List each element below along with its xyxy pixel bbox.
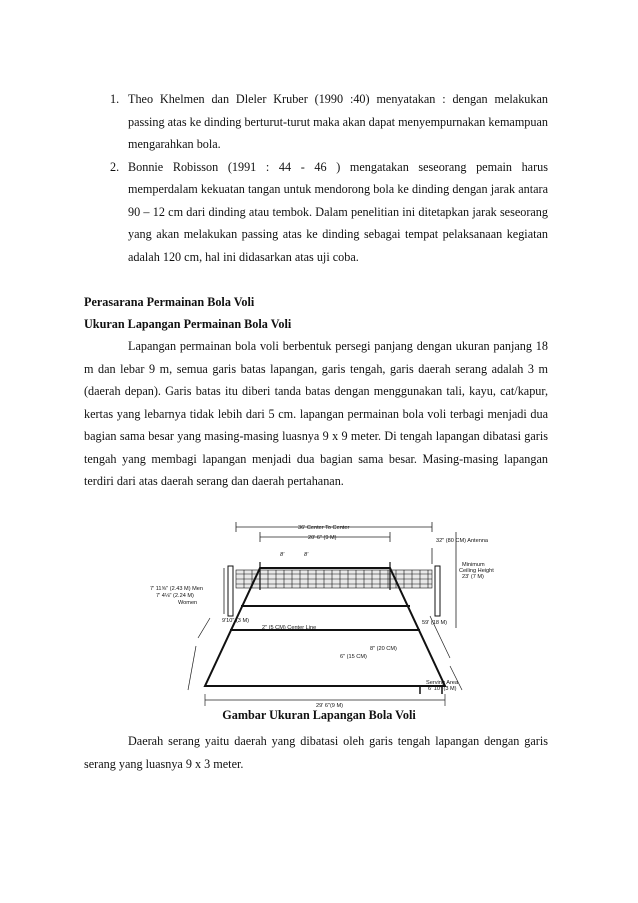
left-post bbox=[228, 566, 233, 616]
right-post bbox=[435, 566, 440, 616]
subsection-heading: Ukuran Lapangan Permainan Bola Voli bbox=[84, 317, 292, 331]
list-item bbox=[84, 156, 548, 269]
label-center-to-center: 36' Center To Center bbox=[298, 525, 350, 531]
section-heading: Perasarana Permainan Bola Voli bbox=[84, 295, 255, 309]
body-paragraph: Daerah serang yaitu daerah yang dibatasi oleh garis tengah lapangan dengan garis serang yang luasnya 9 x 3 meter. bbox=[84, 734, 548, 771]
label-serving-1: Serving Area bbox=[426, 680, 459, 686]
figure-caption: Gambar Ukuran Lapangan Bola Voli bbox=[222, 708, 416, 722]
label-ceiling-3: 23' (7 M) bbox=[462, 574, 484, 580]
label-mark-b: 8' bbox=[304, 552, 309, 558]
label-width-top: 20' 6" (9 M) bbox=[308, 535, 337, 541]
list-number: 1. bbox=[110, 92, 120, 106]
label-ceiling-2: Ceiling Height bbox=[459, 568, 494, 574]
label-width-bottom: 29' 6"(9 M) bbox=[316, 703, 343, 709]
volleyball-court-diagram bbox=[150, 518, 494, 710]
label-center-line: 2" (5 CM) Center Line bbox=[262, 625, 317, 631]
list-item-text: Bonnie Robisson (1991 : 44 - 46 ) mengatakan seseorang pemain harus memperdalam kekuatan tangan untuk mendorong bola ke dinding dengan jarak antara 90 – 12 cm dari dinding atau tembok. Dalam penelitian ini ditetapkan jarak seseorang yang akan melakukan passing atas ke dinding sebagai tempat pelaksanaan kegiatan adalah 120 cm, hal ini didasarkan atas uji coba. bbox=[128, 159, 548, 264]
label-net-women-1: 7' 4⅛" (2.24 M) bbox=[156, 593, 194, 599]
list-item-text: Theo Khelmen dan Dleler Kruber (1990 :40) menyatakan : dengan melakukan passing atas ke dinding berturut-turut maka akan dapat menyempurnakan kemampuan mengarahkan bola. bbox=[128, 92, 548, 151]
label-free-zone: 6" (15 CM) bbox=[340, 654, 367, 660]
body-paragraph: Lapangan permainan bola voli berbentuk persegi panjang dengan ukuran panjang 18 m dan lebar 9 m, semua garis batas lapangan, garis tengah, garis daerah serang adalah 3 m (daerah depan). Garis batas itu diberi tanda batas dengan menggunakan tali, kayu, cat/kapur, kertas yang lebarnya tidak lebih dari 5 cm. lapangan permainan bola voli terbagi menjadi dua bagian sama besar yang masing-masing luasnya 9 x 9 meter. Di tengah lapangan dibatasi garis tengah yang membagi lapangan menjadi dua bagian sama besar. Masing-masing lapangan terdiri dari atas daerah serang dan daerah pertahanan. bbox=[84, 339, 548, 488]
label-net-women-2: Women bbox=[178, 600, 198, 606]
label-ceiling-1: Minimum bbox=[462, 562, 485, 568]
list-number: 2. bbox=[110, 159, 120, 174]
label-back-zone: 8" (20 CM) bbox=[370, 646, 397, 652]
label-antenna: 32" (80 CM) Antenna bbox=[436, 538, 489, 544]
label-serving-2: 6' 10" (3 M) bbox=[428, 686, 457, 692]
label-net-men: 7' 11⅝" (2.43 M) Men bbox=[150, 586, 204, 592]
net bbox=[236, 570, 432, 588]
label-mark-a: 8' bbox=[280, 552, 285, 558]
list-item bbox=[84, 88, 548, 156]
numbered-list bbox=[84, 88, 548, 268]
label-attack: 9'10" (3 M) bbox=[222, 618, 249, 624]
label-length: 59' (18 M) bbox=[422, 620, 448, 626]
